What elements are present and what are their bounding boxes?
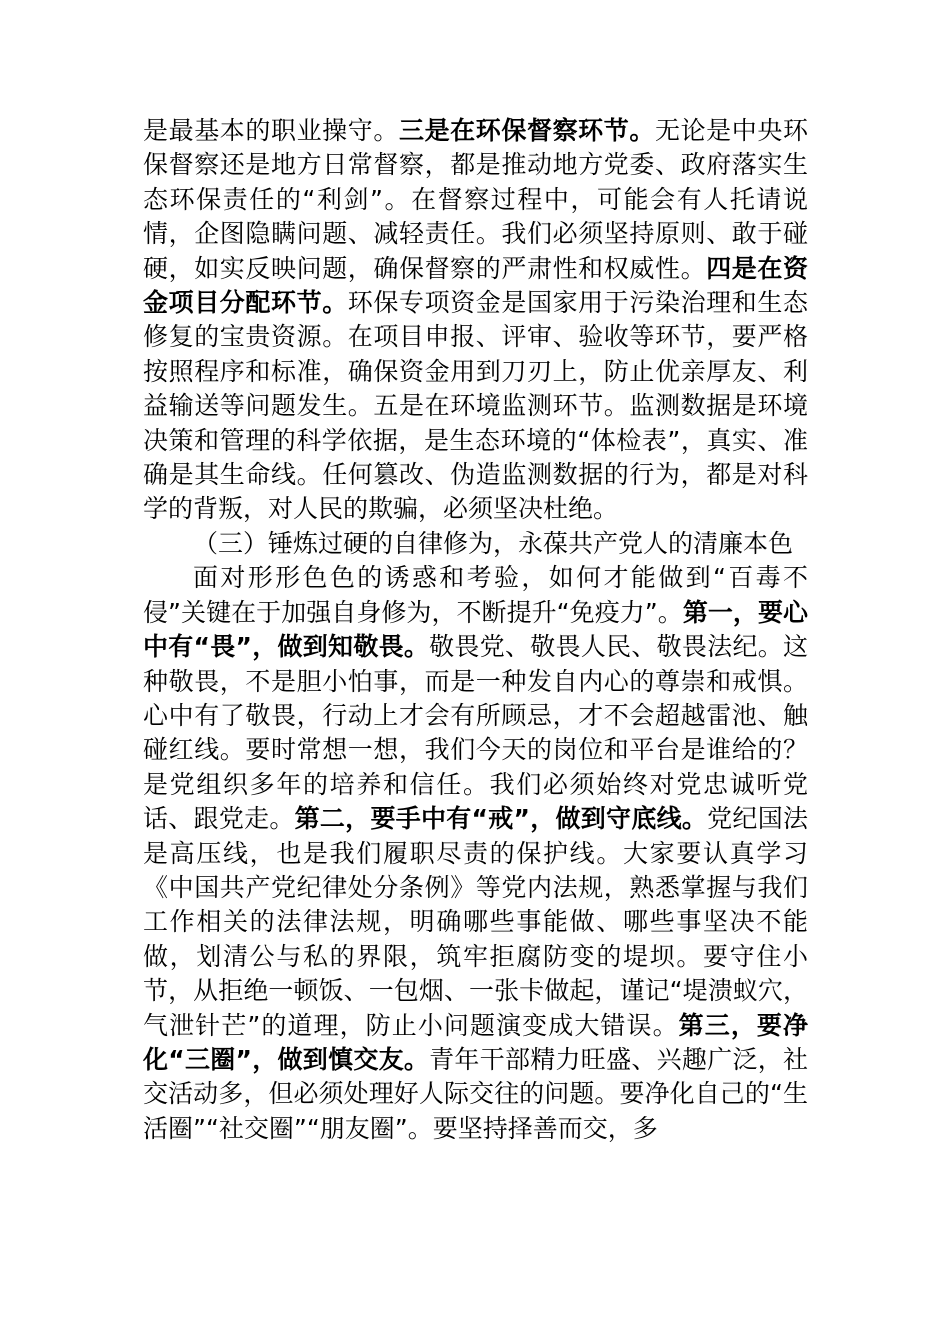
text-segment: 是最基本的职业操守。 <box>143 116 399 145</box>
section-heading <box>143 527 808 561</box>
bold-heading-segment: 四是在资金项目分配环节。 <box>143 253 808 318</box>
bold-heading-segment: 第一，要心中有“畏”，做到知敬畏。 <box>143 597 808 662</box>
bold-heading-segment: 三是在环保督察环节。 <box>398 116 655 145</box>
paragraph-continuation <box>143 114 808 527</box>
text-segment: 青年干部精力旺盛、兴趣广泛，社交活动多，但必须处理好人际交往的问题。要净化自己的“生活圈”“社交圈”“朋友圈”。要坚持择善而交，多 <box>143 1044 808 1143</box>
bold-heading-segment: 第三，要净化“三圈”，做到慎交友。 <box>143 1010 808 1074</box>
text-segment: 面对形形色色的诱惑和考验，如何才能做到“百毒不侵”关键在于加强自身修为，不断提升“免疫力”。 <box>143 563 808 627</box>
paragraph-body <box>143 561 808 1146</box>
section-heading-text: （三）锤炼过硬的自律修为，永葆共产党人的清廉本色 <box>193 528 794 558</box>
text-segment: 无论是中央环保督察还是地方日常督察，都是推动地方党委、政府落实生态环保责任的“利剑”。在督察过程中，可能会有人托请说情，企图隐瞒问题、减轻责任。我们必须坚持原则、敢于碰硬，如实反映问题，确保督察的严肃性和权威性。 <box>143 116 808 283</box>
bold-heading-segment: 第二，要手中有“戒”，做到守底线。 <box>294 804 708 834</box>
text-segment: 敬畏党、敬畏人民、敬畏法纪。这种敬畏，不是胆小怕事，而是一种发自内心的尊崇和戒惧。心中有了敬畏，行动上才会有所顾忌，才不会超越雷池、触碰红线。要时常想一想，我们今天的岗位和平台是谁给的？是党组织多年的培养和信任。我们必须始终对党忠诚听党话、跟党走。 <box>143 632 808 834</box>
text-segment: 党纪国法是高压线，也是我们履职尽责的保护线。大家要认真学习《中国共产党纪律处分条例》等党内法规，熟悉掌握与我们工作相关的法律法规，明确哪些事能做、哪些事坚决不能做，划清公与私的界限，筑牢拒腐防变的堤坝。要守住小节，从拒绝一顿饭、一包烟、一张卡做起，谨记“堤溃蚁穴，气泄针芒”的道理，防止小问题演变成大错误。 <box>143 804 808 1040</box>
text-segment: 环保专项资金是国家用于污染治理和生态修复的宝贵资源。在项目申报、评审、验收等环节，要严格按照程序和标准，确保资金用到刀刃上，防止优亲厚友、利益输送等问题发生。五是在环境监测环节。监测数据是环境决策和管理的科学依据，是生态环境的“体检表”，真实、准确是其生命线。任何篡改、伪造监测数据的行为，都是对科学的背叛，对人民的欺骗，必须坚决杜绝。 <box>143 288 808 524</box>
document-page <box>143 114 808 1146</box>
